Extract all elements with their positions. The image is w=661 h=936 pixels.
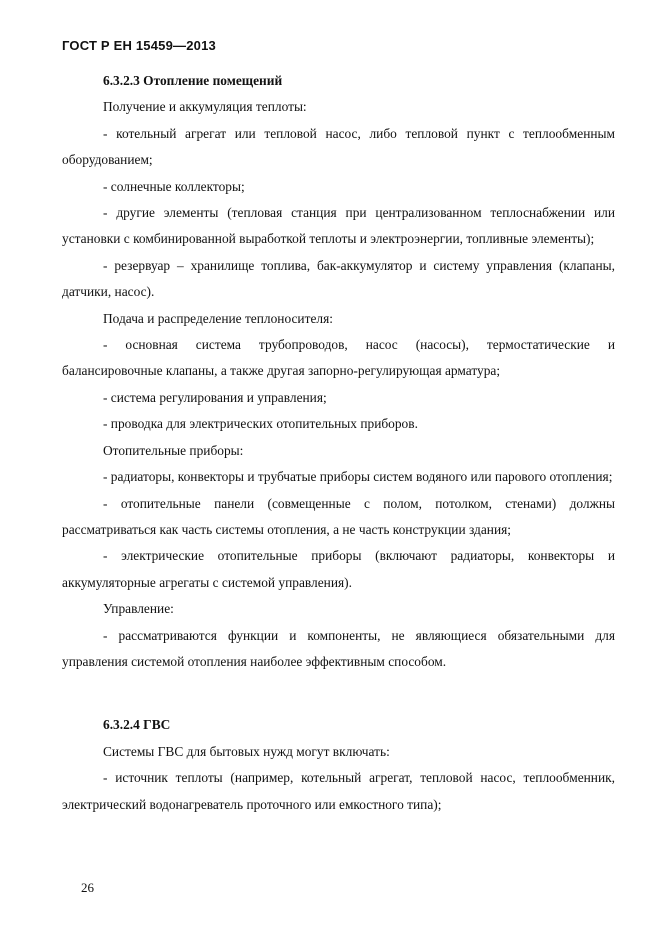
- page-number: 26: [81, 880, 94, 895]
- paragraph: Подача и распределение теплоносителя:: [103, 310, 333, 326]
- paragraph: - котельный агрегат или тепловой насос, либо тепловой пункт с теплообменным оборудованием;: [62, 125, 615, 168]
- paragraph: - рассматриваются функции и компоненты, не являющиеся обязательными для управления системой отопления наиболее эффективным способом.: [62, 627, 615, 669]
- paragraph: Получение и аккумуляция теплоты:: [103, 99, 307, 115]
- paragraph: Отопительные приборы:: [103, 442, 244, 458]
- paragraph: - электрические отопительные приборы (включают радиаторы, конвекторы и аккумуляторные агрегаты с системой управления).: [62, 548, 615, 590]
- paragraph: - источник теплоты (например, котельный агрегат, тепловой насос, теплообменник, электрический водонагреватель проточного или емкостного типа);: [62, 770, 615, 812]
- paragraph: Управление:: [103, 601, 174, 617]
- section-spacer: [62, 675, 615, 712]
- paragraph: - проводка для электрических отопительных приборов.: [103, 416, 418, 432]
- paragraph: - отопительные панели (совмещенные с полом, потолком, стенами) должны рассматриваться как часть системы отопления, а не часть конструкции здания;: [62, 495, 615, 537]
- document-body: [62, 68, 615, 818]
- paragraph: - резервуар – хранилище топлива, бак-аккумулятор и систему управления (клапаны, датчики, насос).: [62, 257, 615, 300]
- section-heading-6-3-2-3: 6.3.2.3 Отопление помещений: [103, 73, 283, 88]
- paragraph: - солнечные коллекторы;: [103, 178, 245, 194]
- paragraph: - другие элементы (тепловая станция при централизованном теплоснабжении или установки с комбинированной выработкой теплоты и электроэнергии, топливные элементы);: [62, 205, 615, 247]
- section-heading-6-3-2-4: 6.3.2.4 ГВС: [103, 717, 171, 733]
- paragraph: - система регулирования и управления;: [103, 389, 327, 405]
- paragraph: - радиаторы, конвекторы и трубчатые приборы систем водяного или парового отопления;: [103, 469, 613, 485]
- standard-header: ГОСТ Р ЕН 15459—2013: [62, 38, 216, 53]
- paragraph: Системы ГВС для бытовых нужд могут включать:: [103, 743, 390, 759]
- paragraph: - основная система трубопроводов, насос (насосы), термостатические и балансировочные клапаны, а также другая запорно-регулирующая арматура;: [62, 337, 615, 379]
